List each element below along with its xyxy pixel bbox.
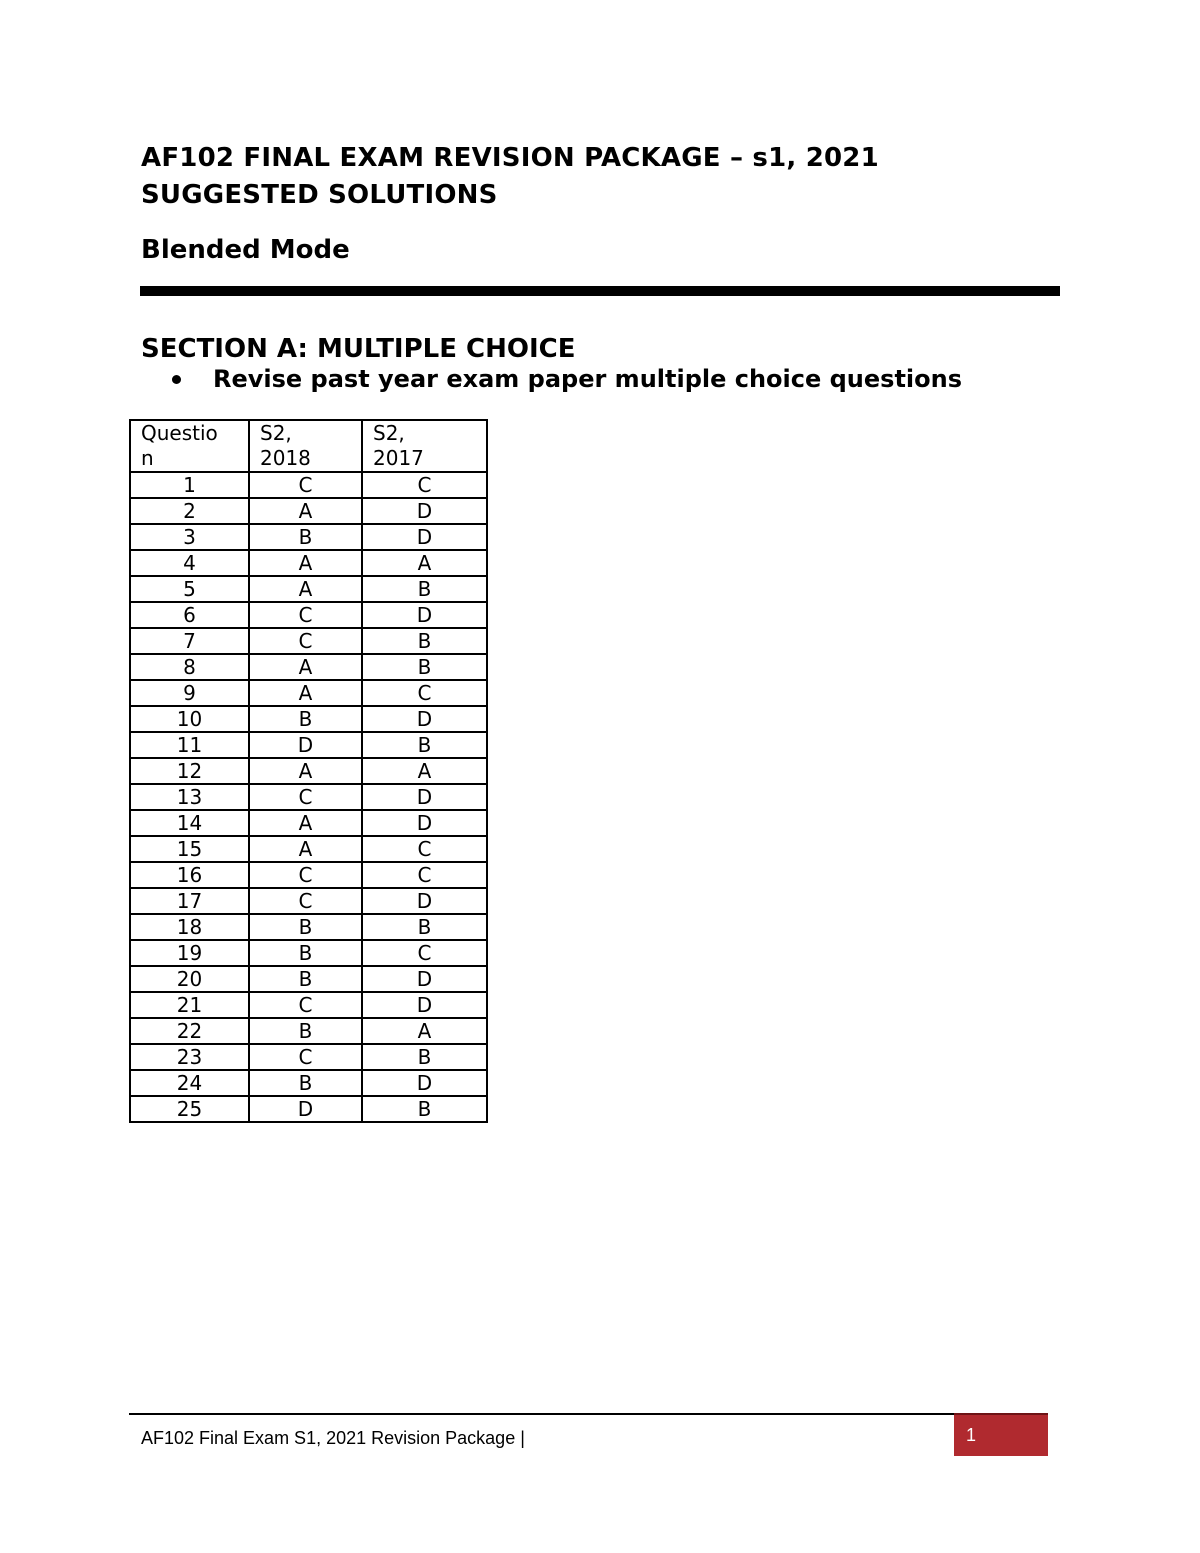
cell-question-number: 20 xyxy=(130,966,249,992)
cell-s2-2018-answer: C xyxy=(249,628,362,654)
cell-s2-2018-answer: A xyxy=(249,758,362,784)
cell-question-number: 21 xyxy=(130,992,249,1018)
document-title xyxy=(141,140,879,214)
cell-s2-2018-answer: C xyxy=(249,992,362,1018)
cell-question-number: 18 xyxy=(130,914,249,940)
cell-question-number: 13 xyxy=(130,784,249,810)
cell-question-number: 5 xyxy=(130,576,249,602)
cell-question-number: 22 xyxy=(130,1018,249,1044)
cell-question-number: 2 xyxy=(130,498,249,524)
cell-s2-2017-answer: B xyxy=(362,1096,487,1122)
table-row xyxy=(130,602,487,628)
table-row xyxy=(130,1018,487,1044)
cell-s2-2018-answer: B xyxy=(249,524,362,550)
cell-s2-2017-answer: B xyxy=(362,914,487,940)
cell-s2-2017-answer: B xyxy=(362,1044,487,1070)
cell-s2-2018-answer: B xyxy=(249,1018,362,1044)
table-row xyxy=(130,992,487,1018)
cell-s2-2017-answer: D xyxy=(362,524,487,550)
cell-question-number: 12 xyxy=(130,758,249,784)
cell-s2-2017-answer: D xyxy=(362,706,487,732)
table-row xyxy=(130,524,487,550)
cell-s2-2018-answer: D xyxy=(249,1096,362,1122)
cell-s2-2018-answer: D xyxy=(249,732,362,758)
table-body xyxy=(130,472,487,1122)
cell-s2-2018-answer: A xyxy=(249,498,362,524)
table-row xyxy=(130,784,487,810)
cell-s2-2018-answer: B xyxy=(249,940,362,966)
bullet-icon xyxy=(172,375,181,384)
cell-s2-2017-answer: C xyxy=(362,836,487,862)
cell-s2-2018-answer: B xyxy=(249,914,362,940)
cell-question-number: 15 xyxy=(130,836,249,862)
bullet-item xyxy=(172,363,962,395)
table-row xyxy=(130,576,487,602)
footer-divider xyxy=(129,1413,954,1415)
cell-s2-2017-answer: A xyxy=(362,1018,487,1044)
table-row xyxy=(130,550,487,576)
cell-question-number: 1 xyxy=(130,472,249,498)
cell-s2-2018-answer: C xyxy=(249,602,362,628)
header-question: Questio n xyxy=(130,420,249,472)
cell-question-number: 14 xyxy=(130,810,249,836)
table-row xyxy=(130,680,487,706)
cell-s2-2017-answer: C xyxy=(362,680,487,706)
table-header-row xyxy=(130,420,487,472)
section-heading: SECTION A: MULTIPLE CHOICE xyxy=(141,334,576,364)
table-row xyxy=(130,654,487,680)
table-row xyxy=(130,758,487,784)
cell-s2-2017-answer: B xyxy=(362,628,487,654)
cell-s2-2017-answer: D xyxy=(362,810,487,836)
cell-question-number: 7 xyxy=(130,628,249,654)
mode-subtitle: Blended Mode xyxy=(141,235,350,265)
header-s2-2017: S2, 2017 xyxy=(362,420,487,472)
table-row xyxy=(130,940,487,966)
answers-table xyxy=(129,419,488,1123)
cell-s2-2017-answer: C xyxy=(362,472,487,498)
cell-s2-2018-answer: C xyxy=(249,862,362,888)
table-row xyxy=(130,498,487,524)
table-row xyxy=(130,836,487,862)
cell-s2-2018-answer: A xyxy=(249,654,362,680)
cell-s2-2017-answer: D xyxy=(362,888,487,914)
page-number-box xyxy=(954,1413,1048,1456)
table-row xyxy=(130,472,487,498)
cell-s2-2017-answer: C xyxy=(362,940,487,966)
cell-question-number: 25 xyxy=(130,1096,249,1122)
cell-question-number: 9 xyxy=(130,680,249,706)
cell-s2-2017-answer: C xyxy=(362,862,487,888)
cell-s2-2018-answer: A xyxy=(249,576,362,602)
cell-question-number: 4 xyxy=(130,550,249,576)
bullet-text: Revise past year exam paper multiple choice questions xyxy=(213,365,963,393)
cell-question-number: 19 xyxy=(130,940,249,966)
table-row xyxy=(130,1044,487,1070)
cell-question-number: 8 xyxy=(130,654,249,680)
cell-s2-2018-answer: A xyxy=(249,680,362,706)
table-row xyxy=(130,888,487,914)
cell-question-number: 6 xyxy=(130,602,249,628)
cell-question-number: 23 xyxy=(130,1044,249,1070)
cell-s2-2018-answer: B xyxy=(249,966,362,992)
table-row xyxy=(130,914,487,940)
table-row xyxy=(130,966,487,992)
table-row xyxy=(130,1070,487,1096)
table-row xyxy=(130,1096,487,1122)
cell-s2-2017-answer: D xyxy=(362,1070,487,1096)
table-row xyxy=(130,706,487,732)
cell-s2-2018-answer: A xyxy=(249,550,362,576)
cell-s2-2018-answer: B xyxy=(249,1070,362,1096)
cell-question-number: 11 xyxy=(130,732,249,758)
cell-s2-2018-answer: C xyxy=(249,888,362,914)
header-divider xyxy=(140,286,1060,296)
cell-s2-2018-answer: C xyxy=(249,784,362,810)
cell-s2-2018-answer: C xyxy=(249,1044,362,1070)
title-line-1: AF102 FINAL EXAM REVISION PACKAGE – s1, 2021 xyxy=(141,143,879,173)
cell-s2-2018-answer: A xyxy=(249,810,362,836)
cell-s2-2017-answer: D xyxy=(362,602,487,628)
cell-s2-2018-answer: A xyxy=(249,836,362,862)
footer-text: AF102 Final Exam S1, 2021 Revision Package | xyxy=(141,1428,525,1448)
cell-s2-2018-answer: B xyxy=(249,706,362,732)
cell-s2-2017-answer: D xyxy=(362,992,487,1018)
table-row xyxy=(130,862,487,888)
cell-question-number: 17 xyxy=(130,888,249,914)
cell-s2-2017-answer: D xyxy=(362,966,487,992)
cell-s2-2017-answer: A xyxy=(362,758,487,784)
cell-question-number: 3 xyxy=(130,524,249,550)
cell-s2-2017-answer: B xyxy=(362,654,487,680)
table-row xyxy=(130,628,487,654)
page-number: 1 xyxy=(966,1425,977,1445)
table-row xyxy=(130,810,487,836)
cell-s2-2017-answer: B xyxy=(362,732,487,758)
header-s2-2018: S2, 2018 xyxy=(249,420,362,472)
cell-question-number: 10 xyxy=(130,706,249,732)
cell-question-number: 24 xyxy=(130,1070,249,1096)
cell-s2-2017-answer: B xyxy=(362,576,487,602)
cell-s2-2018-answer: C xyxy=(249,472,362,498)
cell-s2-2017-answer: D xyxy=(362,498,487,524)
table-row xyxy=(130,732,487,758)
cell-s2-2017-answer: A xyxy=(362,550,487,576)
title-line-2: SUGGESTED SOLUTIONS xyxy=(141,180,498,210)
cell-question-number: 16 xyxy=(130,862,249,888)
cell-s2-2017-answer: D xyxy=(362,784,487,810)
